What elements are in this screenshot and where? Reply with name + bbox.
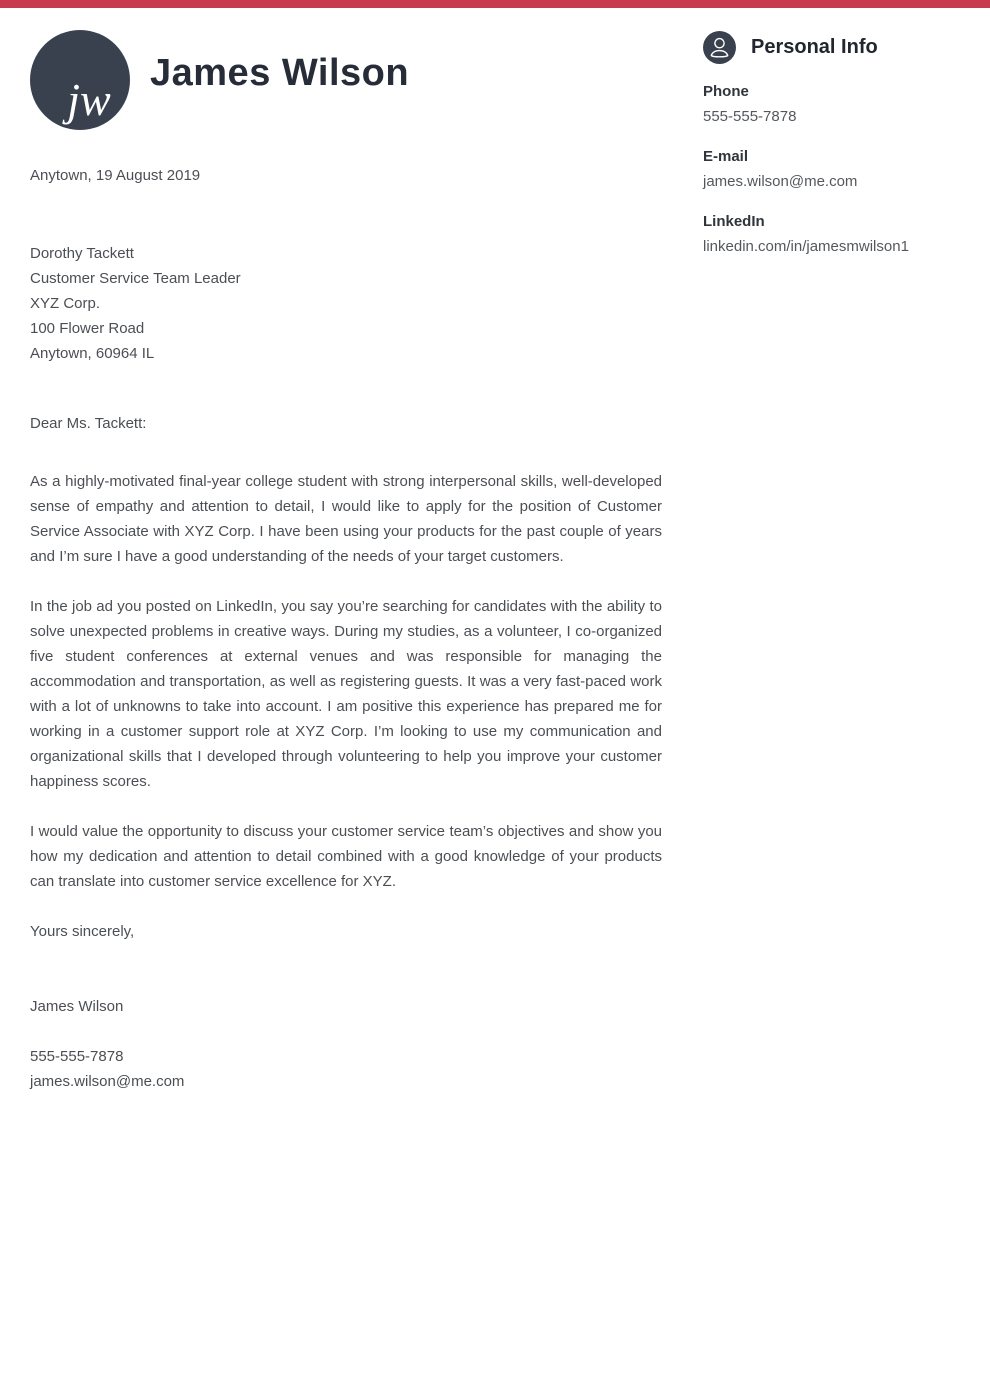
info-item-linkedin <box>703 210 963 259</box>
signature-phone: 555-555-7878 <box>30 1048 124 1065</box>
recipient-city: Anytown, 60964 IL <box>30 345 155 362</box>
recipient-block <box>30 241 662 366</box>
info-item-phone <box>703 80 963 129</box>
email-value: james.wilson@me.com <box>703 173 858 190</box>
linkedin-value: linkedin.com/in/jamesmwilson1 <box>703 238 909 255</box>
personal-info-sidebar <box>703 31 963 259</box>
page-title: James Wilson <box>150 52 410 94</box>
sidebar-header <box>703 31 963 64</box>
linkedin-label: LinkedIn <box>703 213 765 230</box>
recipient-title: Customer Service Team Leader <box>30 270 241 287</box>
salutation: Dear Ms. Tackett: <box>30 415 147 432</box>
info-item-email <box>703 145 963 194</box>
avatar <box>30 30 130 130</box>
email-label: E-mail <box>703 148 749 165</box>
signature-name: James Wilson <box>30 998 124 1015</box>
date-line: Anytown, 19 August 2019 <box>30 167 201 184</box>
signature-email: james.wilson@me.com <box>30 1073 185 1090</box>
recipient-company: XYZ Corp. <box>30 295 101 312</box>
letter-body <box>30 163 662 1094</box>
signature-contact <box>30 1044 662 1094</box>
phone-value: 555-555-7878 <box>703 108 797 125</box>
recipient-name: Dorothy Tackett <box>30 245 134 262</box>
sidebar-title: Personal Info <box>751 36 878 58</box>
closing-line: Yours sincerely, <box>30 923 135 940</box>
paragraph-1: As a highly-motivated final-year college student with strong interpersonal skills, well-developed sense of empathy and attention to detail, I would like to apply for the position of Customer Service Associate with XYZ Corp. I have been using your products for the past couple of years and I’m sure I have a good understanding of the needs of your target customers. <box>30 473 662 565</box>
recipient-street: 100 Flower Road <box>30 320 145 337</box>
phone-label: Phone <box>703 83 749 100</box>
avatar-initials: jw <box>67 74 111 125</box>
paragraph-2: In the job ad you posted on LinkedIn, you say you’re searching for candidates with the ability to solve unexpected problems in creative ways. During my studies, as a volunteer, I co-organized five student conferences at external venues and was responsible for managing the accommodation and transportation, as well as registering guests. It was a very fast-paced work with a lot of unknowns to take into account. I am positive this experience has prepared me for working in a customer support role at XYZ Corp. I’m looking to use my communication and organizational skills that I developed through volunteering to help you improve your customer happiness scores. <box>30 598 662 790</box>
person-icon <box>703 31 736 64</box>
paragraph-3: I would value the opportunity to discuss your customer service team’s objectives and show you how my dedication and attention to detail combined with a good knowledge of your products can translate into customer service excellence for XYZ. <box>30 823 662 890</box>
